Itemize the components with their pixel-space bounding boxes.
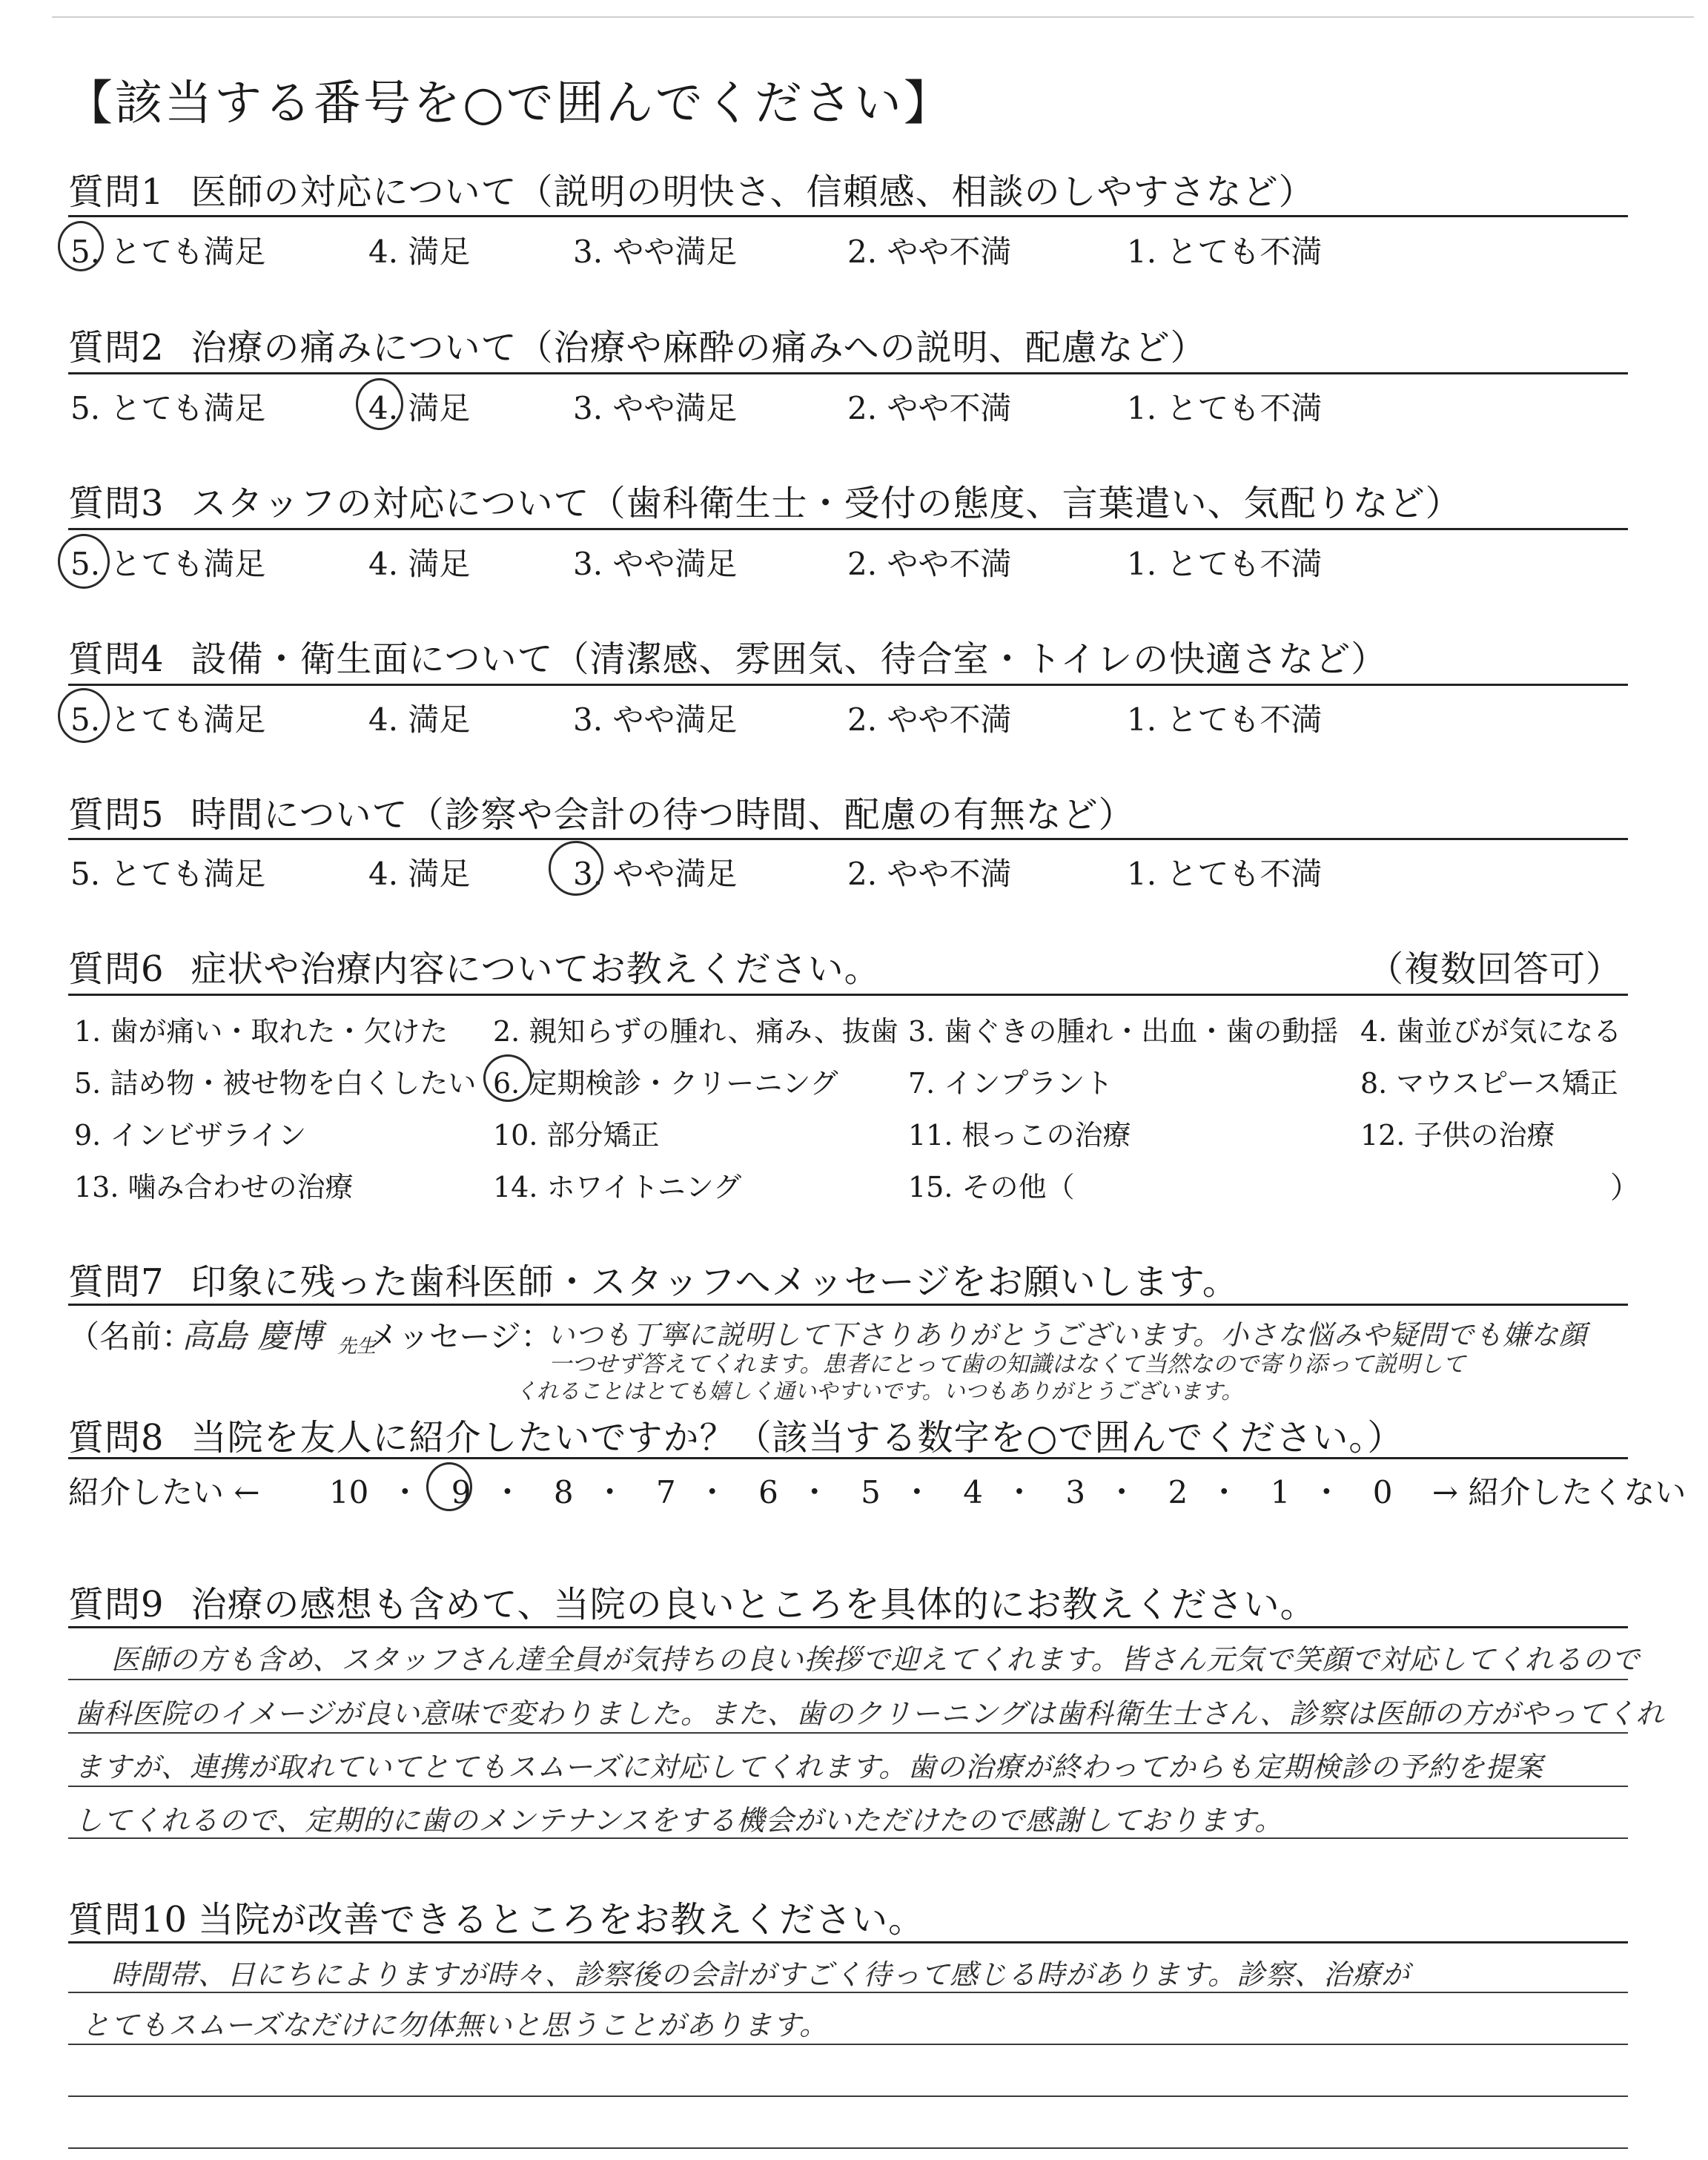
selection-circle [58,221,104,271]
scale-1[interactable]: 1 [1270,1474,1291,1510]
q2-option-2[interactable]: 2. やや不満 [847,390,1012,426]
q5-option-3[interactable]: 3. やや満足 [573,856,738,892]
divider [68,215,1628,217]
q6-option-1[interactable]: 1. 歯が痛い・取れた・欠けた [74,1015,448,1048]
q1-option-1[interactable]: 1. とても不満 [1127,234,1323,270]
question-1-title [68,163,1315,214]
selection-circle [58,534,110,589]
divider [68,994,1628,996]
q9-answer-line-2[interactable]: 歯科医院のイメージが良い意味で変わりました。また、歯のクリーニングは歯科衛生士さん、診察は医師の方がやってくれ [74,1697,1665,1730]
scale-7[interactable]: 7 [655,1474,676,1510]
name-suffix-handwritten: 先生 [337,1335,377,1358]
divider [68,1626,1628,1628]
question-7-title [68,1253,1239,1304]
q10-answer-line-2[interactable]: とてもスムーズなだけに勿体無いと思うことがあります。 [82,2009,829,2041]
question-number: 質問3 [68,483,165,524]
writing-line [68,1837,1628,1839]
q5-option-5[interactable]: 5. とても満足 [70,856,266,892]
q3-option-3[interactable]: 3. やや満足 [573,546,738,582]
question-text: 治療の痛みについて（治療や麻酔の痛みへの説明、配慮など） [191,327,1207,369]
q1-option-3[interactable]: 3. やや満足 [573,234,738,270]
scale-3[interactable]: 3 [1065,1474,1086,1510]
divider [68,684,1628,686]
divider [68,838,1628,840]
question-text: 設備・衛生面について（清潔感、雰囲気、待合室・トイレの快適さなど） [191,638,1388,680]
question-9-title [68,1576,1317,1627]
question-number: 質問8 [68,1417,165,1459]
q4-option-4[interactable]: 4. 満足 [368,701,471,738]
question-8-title [68,1409,1403,1460]
q6-option-6[interactable]: 6. 定期検診・クリーニング [493,1067,838,1100]
question-2-title [68,319,1207,370]
message-label: メッセージ： [367,1318,552,1355]
scale-10[interactable]: 10 [328,1474,369,1510]
other-close-paren: ） [1610,1171,1640,1205]
q4-option-1[interactable]: 1. とても不満 [1127,701,1323,738]
writing-line [68,1732,1628,1734]
question-number: 質問7 [68,1261,165,1303]
question-text: 治療の感想も含めて、当院の良いところを具体的にお教えください。 [191,1584,1317,1625]
question-number: 質問10 [68,1899,188,1941]
q3-option-5[interactable]: 5. とても満足 [70,546,266,582]
q6-option-5[interactable]: 5. 詰め物・被せ物を白くしたい [74,1067,477,1100]
question-text: 当院を友人に紹介したいですか？（該当する数字を○で囲んでください。） [191,1417,1404,1459]
q6-option-4[interactable]: 4. 歯並びが気になる [1360,1015,1622,1048]
q5-option-1[interactable]: 1. とても不満 [1127,856,1323,892]
question-number: 質問5 [68,794,165,836]
q5-option-4[interactable]: 4. 満足 [368,856,471,892]
q3-option-4[interactable]: 4. 満足 [368,546,471,582]
selection-circle [426,1462,472,1511]
question-text: 当院が改善できるところをお教えください。 [198,1899,925,1941]
recommend-scale: 紹介したい ← 10 ・ 9 ・ 8 ・ 7 ・ 6 ・ 5 ・ 4 ・ 3 ・ 2 ・ 1 ・ 0 → 紹介したくない [68,1468,1686,1513]
page-title: 【該当する番号を○で囲んでください】 [65,76,953,131]
question-number: 質問1 [68,171,165,213]
q2-option-3[interactable]: 3. やや満足 [573,390,738,426]
message-line-1[interactable]: いつも丁寧に説明して下さりありがとうございます。小さな悩みや疑問でも嫌な顔 [547,1319,1588,1351]
question-number: 質問9 [68,1584,165,1625]
question-10-title [68,1891,924,1942]
q9-answer-line-4[interactable]: してくれるので、定期的に歯のメンテナンスをする機会がいただけたので感謝しております。 [74,1804,1284,1837]
q10-answer-line-1[interactable]: 時間帯、日にちによりますが時々、診察後の会計がすごく待って感じる時があります。診察、治療が [111,1958,1410,1991]
q1-option-2[interactable]: 2. やや不満 [847,234,1012,270]
question-number: 質問6 [68,948,165,990]
q6-option-8[interactable]: 8. マウスピース矯正 [1360,1067,1618,1100]
q4-option-5[interactable]: 5. とても満足 [70,701,266,738]
q6-option-15[interactable]: 15. その他（ [908,1171,1075,1203]
name-handwritten[interactable]: 高島 慶博 [182,1318,322,1355]
scale-9[interactable]: 9 [451,1474,471,1510]
q6-option-11[interactable]: 11. 根っこの治療 [908,1119,1131,1152]
divider [68,528,1628,530]
question-4-title [68,630,1387,681]
writing-line [68,1786,1628,1787]
q6-option-12[interactable]: 12. 子供の治療 [1360,1119,1555,1152]
scale-left-label: 紹介したい ← [68,1474,260,1510]
message-line-2[interactable]: 一つせず答えてくれます。患者にとって歯の知識はなくて当然なので寄り添って説明して [549,1351,1466,1378]
q6-option-9[interactable]: 9. インビザライン [74,1119,307,1152]
question-text: 時間について（診察や会計の待つ時間、配慮の有無など） [191,794,1135,836]
selection-circle [549,841,603,896]
selection-circle [483,1054,532,1102]
q1-option-5[interactable]: 5. とても満足 [70,234,266,270]
q9-answer-line-3[interactable]: ますが、連携が取れていてとてもスムーズに対応してくれます。歯の治療が終わってからも定期検診の予約を提案 [74,1751,1543,1783]
question-number: 質問2 [68,327,165,369]
q6-option-10[interactable]: 10. 部分矯正 [493,1119,660,1152]
scale-2[interactable]: 2 [1168,1474,1188,1510]
q6-option-14[interactable]: 14. ホワイトニング [493,1171,742,1203]
divider [68,1457,1628,1459]
question-number: 質問4 [68,638,165,680]
q6-option-2[interactable]: 2. 親知らずの腫れ、痛み、抜歯 [493,1015,898,1048]
q6-option-3[interactable]: 3. 歯ぐきの腫れ・出血・歯の動揺 [908,1015,1339,1048]
divider [68,1304,1628,1306]
question-text: スタッフの対応について（歯科衛生士・受付の態度、言葉遣い、気配りなど） [191,483,1462,524]
scale-right-label: → 紹介したくない [1431,1474,1687,1510]
q3-option-2[interactable]: 2. やや不満 [847,546,1012,582]
divider [68,1941,1628,1943]
writing-line [68,2147,1628,2149]
scale-8[interactable]: 8 [553,1474,574,1510]
scale-5[interactable]: 5 [861,1474,881,1510]
q9-answer-line-1[interactable]: 医師の方も含め、スタッフさん達全員が気持ちの良い挨拶で迎えてくれます。皆さん元気で笑顔で対応してくれるので [111,1643,1641,1676]
q3-option-1[interactable]: 1. とても不満 [1127,546,1323,582]
scale-0[interactable]: 0 [1372,1474,1393,1510]
question-text: 印象に残った歯科医師・スタッフへメッセージをお願いします。 [191,1261,1239,1303]
selection-circle [356,378,403,430]
question-6-title [68,940,881,991]
q1-option-4[interactable]: 4. 満足 [368,234,471,270]
divider [68,372,1628,374]
message-line-3[interactable]: くれることはとても嬉しく通いやすいです。いつもありがとうございます。 [515,1378,1243,1404]
multiple-answers-note: （複数回答可） [1368,948,1623,990]
question-text: 症状や治療内容についてお教えください。 [191,948,881,990]
writing-line [68,2095,1628,2097]
q2-option-1[interactable]: 1. とても不満 [1127,390,1323,426]
writing-line [68,2044,1628,2045]
q2-option-4[interactable]: 4. 満足 [368,390,471,426]
q4-option-2[interactable]: 2. やや不満 [847,701,1012,738]
selection-circle [58,688,110,743]
scale-6[interactable]: 6 [758,1474,778,1510]
top-border [52,16,1694,18]
question-3-title [68,475,1462,526]
question-text: 医師の対応について（説明の明快さ、信頼感、相談のしやすさなど） [191,171,1315,213]
writing-line [68,1679,1628,1680]
name-label: （名前： [68,1318,193,1355]
q6-option-7[interactable]: 7. インプラント [908,1067,1113,1100]
question-5-title [68,786,1135,837]
scale-4[interactable]: 4 [963,1474,984,1510]
q4-option-3[interactable]: 3. やや満足 [573,701,738,738]
q2-option-5[interactable]: 5. とても満足 [70,390,266,426]
q5-option-2[interactable]: 2. やや不満 [847,856,1012,892]
q6-option-13[interactable]: 13. 噛み合わせの治療 [74,1171,354,1203]
writing-line [68,1992,1628,1993]
